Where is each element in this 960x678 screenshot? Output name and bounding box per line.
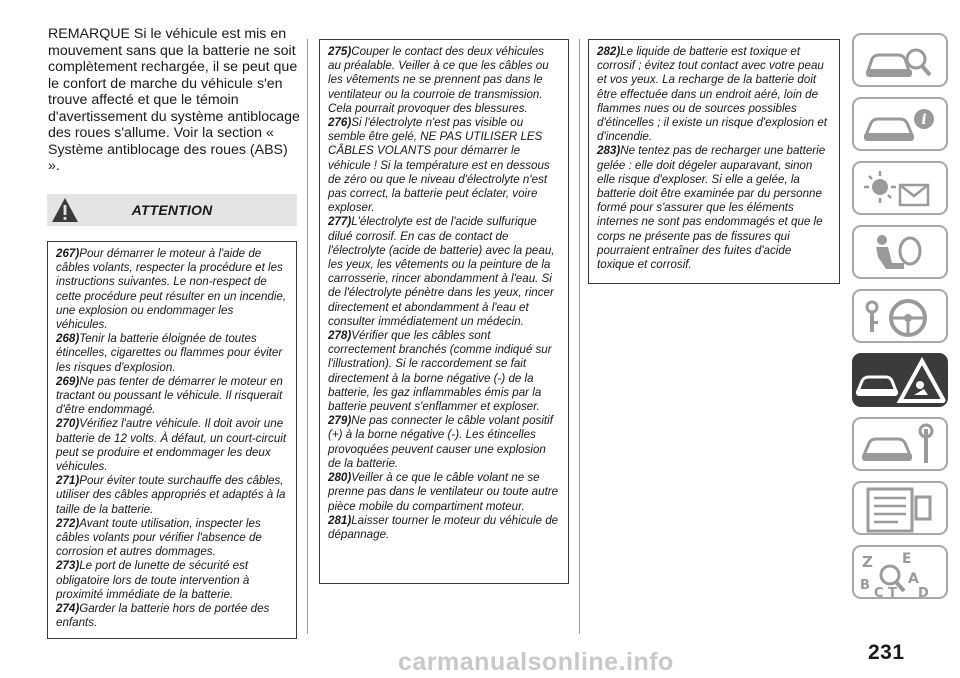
svg-text:B: B [860,578,870,593]
airbag-seat-icon [854,227,948,279]
note-269: 269)Ne pas tenter de démarrer le moteur en tractant ou poussant le véhicule. Il risquerait d'être endommagé. [56,374,283,417]
note-267: 267)Pour démarrer le moteur à l'aide de câbles volants, respecter la procédure et les instructions suivantes. Le non-respect de cette procédure peut résulter en un incendie, une explosion ou endommager les véhicules. [56,247,287,332]
note-273: 273)Le port de lunette de sécurité est obligatoire lors de toute intervention à proximité immédiate de la batterie. [56,559,250,601]
svg-text:C: C [874,586,884,601]
car-search-tab[interactable] [852,33,948,87]
index-tab[interactable] [852,545,948,599]
car-info-tab[interactable] [852,97,948,151]
key-steering-wheel-icon [854,291,948,343]
svg-text:i: i [921,112,927,128]
note-268: 268)Tenir la batterie éloignée de toutes étincelles, cigarettes ou flammes pour éviter les risques d'explosion. [56,332,283,374]
note-271: 271)Pour éviter toute surchauffe des câbles, utiliser des câbles appropriés et adaptés à la taille de la batterie. [56,474,286,516]
warning-notes-box-3 [588,39,840,284]
note-279: 279)Ne pas connecter le câble volant positif (+) à la borne négative (-). Les étincelles provoquées peuvent causer une explosion de la batterie. [328,414,553,470]
spec-sheet-icon [854,483,948,535]
note-275: 275)Couper le contact des deux véhicules au préalable. Veiller à ce que les câbles ou les vêtements ne se prennent pas dans le ventilateur ou la courroie de transmission. Cela pourrait provoquer des blessures. [328,45,549,115]
note-281: 281)Laisser tourner le moteur du véhicule de dépannage. [328,513,559,541]
svg-text:E: E [902,551,912,567]
note-282: 282)Le liquide de batterie est toxique et corrosif ; évitez tout contact avec votre peau et vos yeux. La recharge de la batterie doit être effectuée dans un endroit aéré, loin de flammes nues ou de sources possibles d'étincelles ; il existe un risque d'explosion et d'incendie. [597,45,827,144]
note-283: 283)Ne tentez pas de recharger une batterie gelée : elle doit dégeler auparavant, sinon elle risque d'exploser. Si elle a gelée, la batterie doit être examinée par du personne formé pour s'assurer que les éléments internes ne sont pas endommagés et que le corps ne présente pas de fissures qui pourraient entraîner des fuites d'acide toxique et corrosif. [597,144,826,272]
technical-data-tab[interactable] [852,481,948,535]
note-270: 270)Vérifiez l'autre véhicule. Il doit avoir une batterie de 12 volts. À défaut, un court-circuit peut se produire et endommager les deux véhicules. [56,417,287,474]
intro-remark: REMARQUE Si le véhicule est mis en mouvement sans que la batterie ne soit complètement rechargée, il se peut que le confort de marche du véhicule s'en trouve affecté et que le témoin d'avertissement du système antiblocage des roues s'allume. Voir la section « Système antiblocage des roues (ABS) ». [48,26,300,174]
maintenance-tab[interactable] [852,417,948,471]
car-info-icon [854,99,948,151]
car-magnifier-icon [854,35,948,87]
svg-text:T: T [888,586,897,601]
warning-lights-tab[interactable] [852,161,948,215]
watermark: carmanualsonline.info [398,648,674,676]
warning-header [47,194,297,226]
column-divider [579,39,580,634]
warning-notes-box-2 [319,39,569,584]
car-crash-warning-icon [854,355,948,407]
note-278: 278)Vérifier que les câbles sont correctement branchés (comme indiqué sur l'illustration). Si le raccordement se fait directement à la borne négative (-) de la batterie, les gaz inflammables émis par la batterie peuvent s'enflammer et exploser. [328,329,552,414]
emergency-tab[interactable] [852,353,948,407]
column-divider [307,39,308,634]
page-number: 231 [868,641,905,664]
note-277: 277)L'électrolyte est de l'acide sulfurique dilué corrosif. En cas de contact de l'électrolyte (acide de batterie) avec la peau, les yeux, les vêtements ou la peinture de la carrosserie, rincer abondamment à l'eau. Si de l'électrolyte pénètre dans les yeux, rincer directement et abondamment à l'eau et consulter immédiatement un médecin. [328,215,555,328]
warning-title: ATTENTION [131,202,213,218]
safety-tab[interactable] [852,225,948,279]
note-274: 274)Garder la batterie hors de portée des enfants. [56,602,270,630]
warning-notes-box-1 [47,241,297,639]
note-280: 280)Veiller à ce que le câble volant ne se prenne pas dans le ventilateur ou toute autre pièce mobile du compartiment moteur. [328,471,559,513]
warning-lights-envelope-icon [854,163,948,215]
driving-tab[interactable] [852,289,948,343]
car-wrench-icon [854,419,948,471]
note-272: 272)Avant toute utilisation, inspecter les câbles volants pour vérifier l'absence de corrosion et autres dommages. [56,516,262,559]
svg-text:A: A [908,571,919,587]
svg-text:Z: Z [862,553,873,571]
alphabet-magnifier-icon [854,547,948,599]
note-276: 276)Si l'électrolyte n'est pas visible ou semble être gelé, NE PAS UTILISER LES CÂBLES VOLANTS pour démarrer le véhicule ! Si la température est en dessous de zéro ou que le niveau d'électrolyte n'est pas correct, la batterie peut éclater, voire exploser. [328,116,550,215]
svg-text:D: D [918,586,929,601]
